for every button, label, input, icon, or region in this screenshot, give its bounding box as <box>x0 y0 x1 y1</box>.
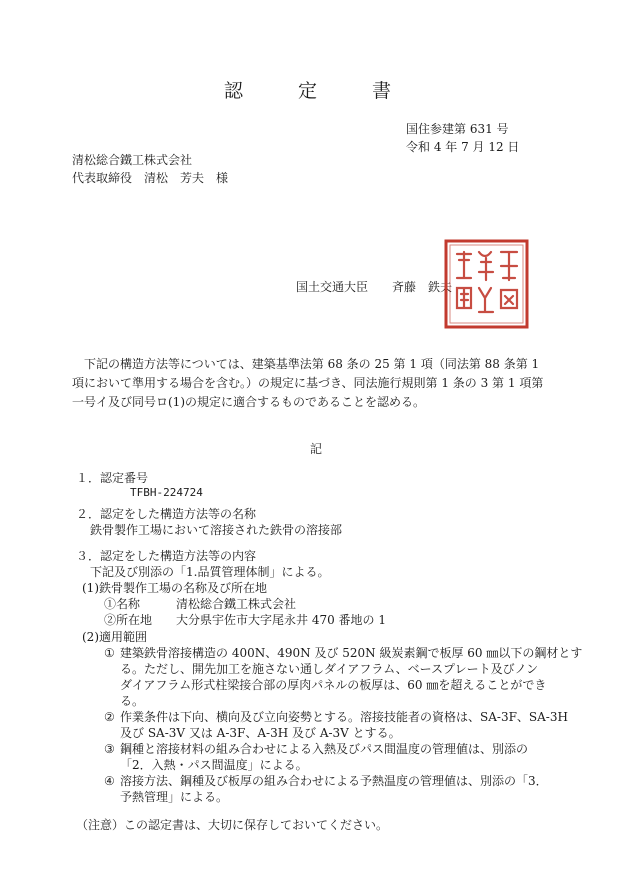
certification-number: TFBH-224724 <box>130 486 203 499</box>
section-1-heading: １．認定番号 <box>76 471 149 485</box>
recipient-company: 清松総合鐵工株式会社 <box>72 153 193 167</box>
ki-heading: 記 <box>310 442 323 456</box>
factory-name-label: ①名称 <box>104 597 141 611</box>
issuer-name: 国土交通大臣 斉藤 鉄夫 <box>296 280 453 294</box>
factory-address-label: ②所在地 <box>104 613 153 627</box>
item-3-line: 「2．入熱・パス間温度」による。 <box>120 758 308 772</box>
item-1-line: ダイアフラム形式柱梁接合部の厚肉パネルの板厚は、60 ㎜を超えることができ <box>120 678 547 692</box>
item-4-number: ④ <box>104 774 115 788</box>
section-3-heading: ３．認定をした構造方法等の内容 <box>76 549 257 563</box>
issue-date: 令和 4 年 7 月 12 日 <box>406 140 520 154</box>
item-3-number: ③ <box>104 742 115 756</box>
item-2-number: ② <box>104 710 115 724</box>
factory-address-value: 大分県宇佐市大字尾永井 470 番地の 1 <box>176 613 386 627</box>
item-4-line: 溶接方法、鋼種及び板厚の組み合わせによる予熱温度の管理値は、別添の「3． <box>120 774 548 788</box>
recipient-representative: 代表取締役 清松 芳夫 様 <box>72 171 229 185</box>
item-2-line: 作業条件は下向、横向及び立向姿勢とする。溶接技能者の資格は、SA-3F、SA-3H <box>120 710 568 724</box>
reference-number: 国住参建第 631 号 <box>406 122 509 136</box>
item-3-line: 鋼種と溶接材料の組み合わせによる入熱及びパス間温度の管理値は、別添の <box>120 742 529 756</box>
section-2-heading: ２．認定をした構造方法等の名称 <box>76 507 257 521</box>
factory-name-value: 清松総合鐵工株式会社 <box>176 597 297 611</box>
certification-statement: 下記の構造方法等については、建築基準法第 68 条の 25 第 1 項（同法第 88 条第 1 項において準用する場合を含む。）の規定に基づき、同法施行規則第 1 条の 3 第 1 項第一号イ及び同号ロ(1)の規定に適合するものであることを認める。 <box>72 357 544 409</box>
storage-note: （注意）この認定書は、大切に保存しておいてください。 <box>76 818 389 832</box>
section-3-intro: 下記及び別添の「1.品質管理体制」による。 <box>90 565 330 579</box>
document-title: 認 定 書 <box>223 80 409 102</box>
item-1-line: る。 <box>120 694 145 708</box>
official-seal <box>443 238 530 330</box>
item-1-line: 建築鉄骨溶接構造の 400N、490N 及び 520N 級炭素鋼で板厚 60 ㎜以下の鋼材とす <box>120 646 583 660</box>
item-4-line: 予熱管理」による。 <box>120 790 229 804</box>
section-2-value: 鉄骨製作工場において溶接された鉄骨の溶接部 <box>90 523 343 537</box>
item-1-line: る。ただし、開先加工を施さない通しダイアフラム、ベースプレート及びノン <box>120 662 539 676</box>
sub2-heading: (2)適用範囲 <box>82 630 147 644</box>
sub1-heading: (1)鉄骨製作工場の名称及び所在地 <box>82 581 267 595</box>
item-2-line: 及び SA-3V 又は A-3F、A-3H 及び A-3V とする。 <box>120 726 401 740</box>
item-1-number: ① <box>104 646 115 660</box>
